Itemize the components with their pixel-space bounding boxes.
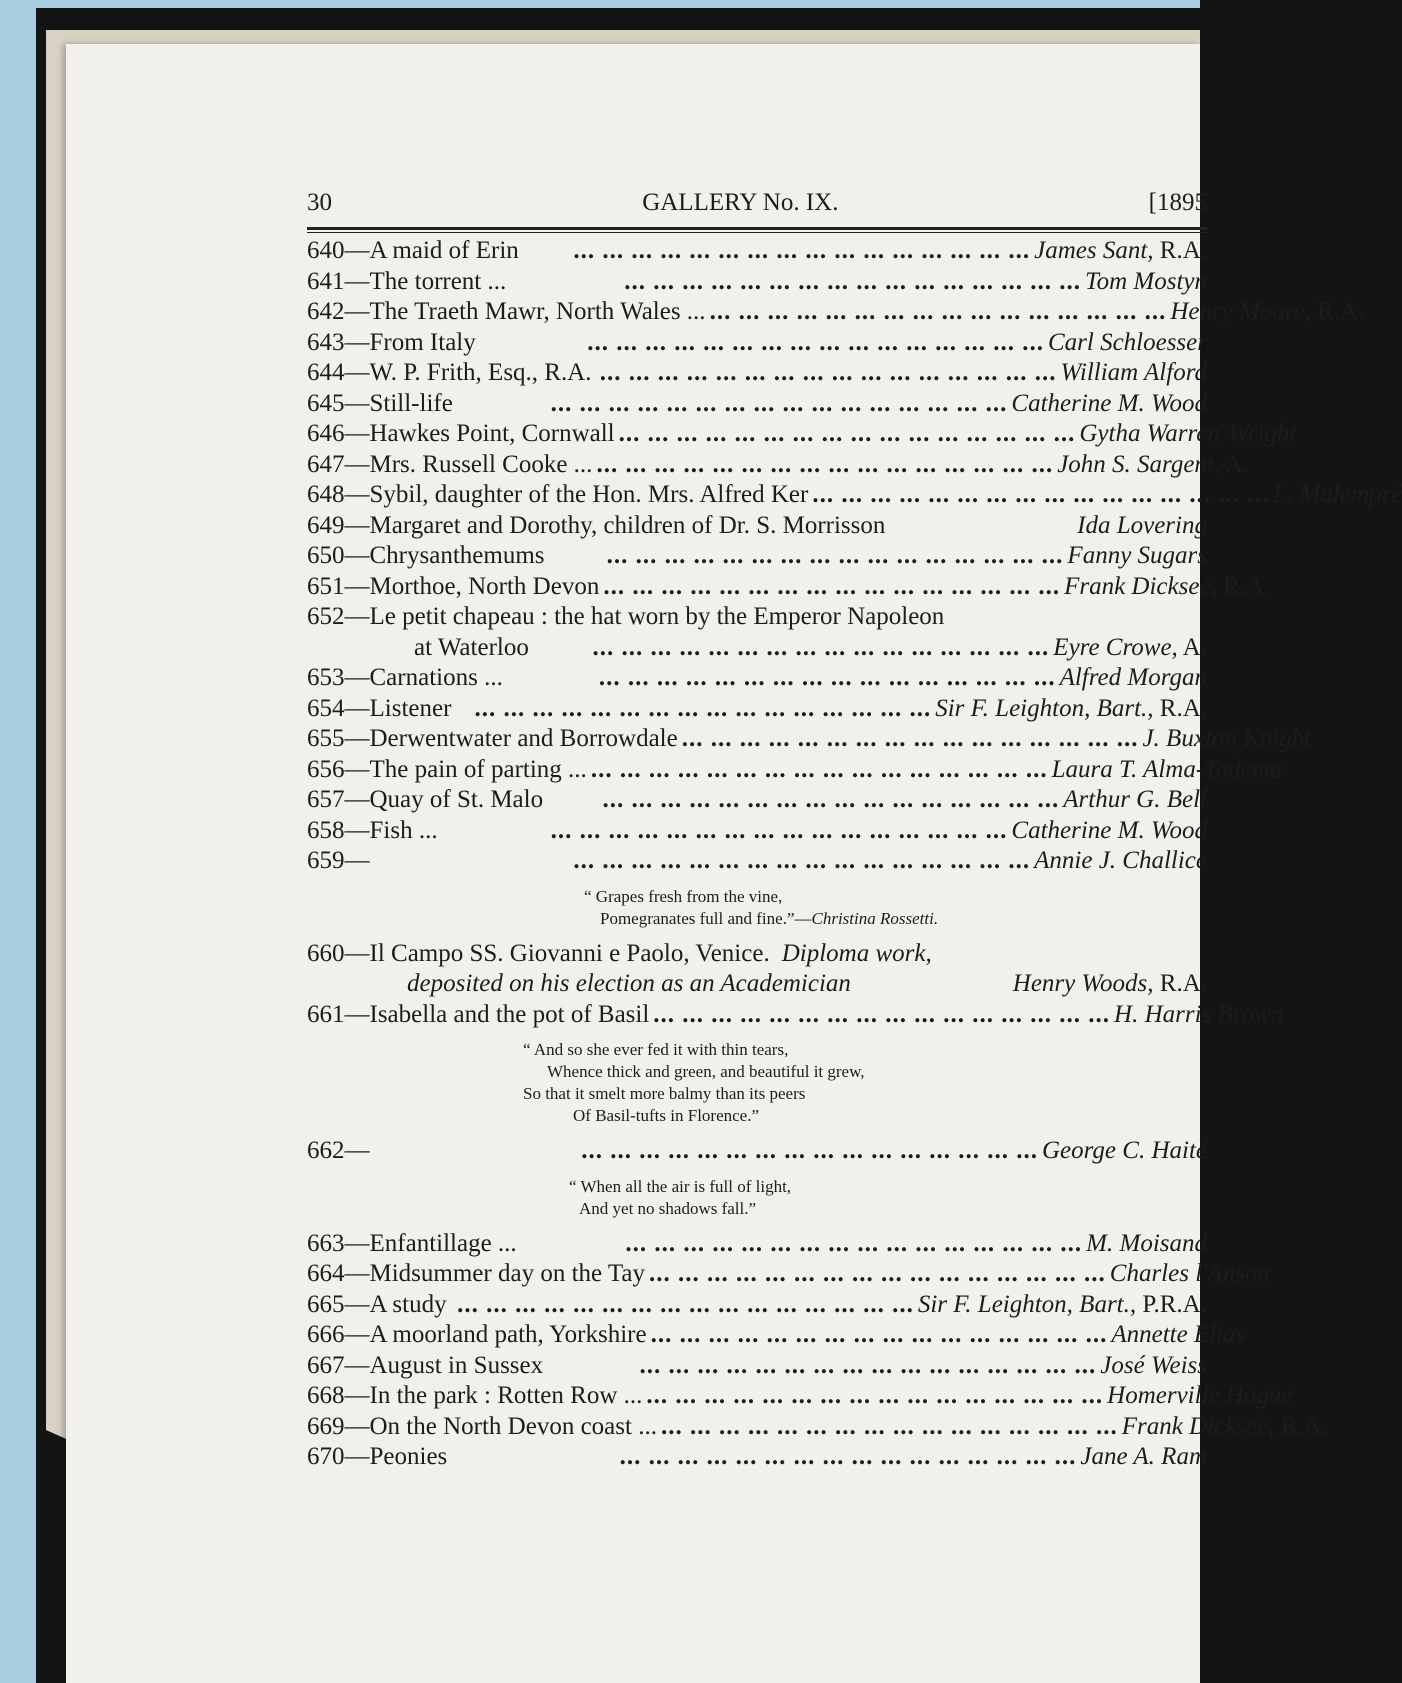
catalogue-entry: [307, 1291, 1207, 1322]
entry-title: 657—Quay of St. Malo: [307, 786, 544, 813]
catalogue-entry: [307, 298, 1365, 329]
entry-artist: [1052, 756, 1283, 784]
leader-dots: ... ... ... ... ... ... ... ... ... ... ... ... ... ... ... ...: [681, 725, 1139, 752]
artist-name: Homerville Hague: [1107, 1382, 1293, 1409]
leader-dots: ... ... ... ... ... ... ... ... ... ... ... ... ... ... ... ...: [606, 542, 1064, 569]
catalogue-entry: [307, 1382, 1293, 1413]
entry-title: 651—Morthoe, North Devon: [307, 572, 600, 600]
entry-title: 669—On the North Devon coast ...: [307, 1412, 657, 1440]
entry-title: 670—Peonies: [307, 1443, 448, 1470]
artist-suffix: R.A.: [1153, 237, 1207, 264]
running-header: [307, 189, 1207, 223]
artist-name: L. Malempré: [1273, 481, 1402, 508]
artist-suffix: A.: [1177, 633, 1207, 661]
artist-name: Catherine M. Wood: [1011, 389, 1207, 417]
entry-continuation: [307, 634, 1207, 665]
leader-dots: ... ... ... ... ... ... ... ... ... ... ... ... ... ... ... ...: [587, 328, 1044, 356]
entry-title: 642—The Traeth Mawr, North Wales ...: [307, 298, 706, 325]
entry-title: 640—A maid of Erin: [307, 237, 519, 264]
catalogue-entry: [307, 268, 1207, 299]
catalogue-entry: [307, 1412, 1328, 1444]
header-rule-thin: [307, 232, 1207, 233]
artist-suffix: A.: [1220, 450, 1250, 478]
entry-list-b: [307, 664, 1312, 878]
artist-name: Tom Mostyn: [1084, 267, 1207, 295]
catalogue-entry: [307, 542, 1207, 573]
catalogue-entry: [307, 786, 1207, 817]
catalogue-entry: [307, 359, 1207, 390]
entry-artist: [1077, 512, 1207, 540]
artist-name: Annette Elias: [1111, 1321, 1246, 1348]
artist-name: Laura T. Alma-Tadema: [1051, 755, 1283, 783]
entry-title: 656—The pain of parting ...: [307, 755, 587, 783]
catalogue-entry: [307, 695, 1207, 726]
catalogue-entry: [307, 1000, 1284, 1032]
artist-name: Arthur G. Bell: [1063, 786, 1207, 813]
catalogue-entry: [307, 512, 1207, 543]
catalogue-entry: [307, 1260, 1270, 1291]
entry-title: 665—A study: [307, 1290, 447, 1318]
entry-artist: [1086, 1230, 1207, 1258]
leader-dots: ... ... ... ... ... ... ... ... ... ... ... ... ... ... ... ...: [599, 359, 1057, 386]
quote-attribution: Christina Rossetti.: [811, 908, 939, 928]
entry-title: 644—W. P. Frith, Esq., R.A.: [307, 359, 592, 386]
entry-artist: [1042, 1137, 1207, 1165]
catalogue-entry: [307, 1137, 1207, 1168]
leader-dots: ... ... ... ... ... ... ... ... ... ... ... ... ... ... ... ...: [603, 572, 1061, 600]
entry-artist: [1013, 970, 1207, 998]
artist-name: M. Moisand: [1086, 1229, 1207, 1257]
leader-dots: ... ... ... ... ... ... ... ... ... ... ... ... ... ... ... ...: [590, 755, 1048, 783]
artist-name: John S. Sargent,: [1057, 450, 1221, 478]
year-label: [1895: [1148, 189, 1207, 216]
entry-title: 659—: [307, 847, 370, 874]
entry-artist: [1034, 237, 1207, 265]
catalogue-entry: [307, 450, 1250, 482]
leader-dots: ... ... ... ... ... ... ... ... ... ... ... ... ... ... ... ...: [812, 481, 1270, 508]
leader-dots: ... ... ... ... ... ... ... ... ... ... ... ... ... ... ... ...: [709, 298, 1167, 325]
quote-text: Pomegranates full and fine.”—: [600, 908, 812, 928]
catalogue-entry: [307, 603, 1207, 634]
entry-title: 653—Carnations ...: [307, 664, 503, 691]
quote-line: Of Basil-tufts in Florence.”: [573, 1106, 760, 1125]
artist-name: J. Buxton Knight: [1142, 725, 1312, 752]
artist-suffix: P.R.A.: [1136, 1290, 1207, 1318]
quote-line: “ Grapes fresh from the vine,: [584, 886, 783, 906]
catalogue-entry: [307, 329, 1207, 360]
entry-artist: [1053, 634, 1207, 662]
catalogue-entry: [307, 940, 1207, 971]
entry-title: 641—The torrent ...: [307, 267, 507, 295]
leader-dots: ... ... ... ... ... ... ... ... ... ... ... ... ... ... ... ...: [660, 1412, 1118, 1440]
leader-dots: ... ... ... ... ... ... ... ... ... ... ... ... ... ... ... ...: [646, 1382, 1104, 1409]
leader-dots: ... ... ... ... ... ... ... ... ... ... ... ... ... ... ... ...: [602, 786, 1060, 813]
entry-title: 658—Fish ...: [307, 816, 438, 844]
entry-continuation-text: deposited on his election as an Academician: [407, 970, 851, 997]
leader-dots: ... ... ... ... ... ... ... ... ... ... ... ... ... ... ... ...: [625, 1229, 1083, 1257]
quote-line: And yet no shadows fall.”: [579, 1198, 757, 1218]
entry-list-c: [307, 1229, 1328, 1474]
catalogue-entry: [307, 1443, 1207, 1474]
catalogue-page: [66, 44, 1402, 1683]
artist-suffix: R.A.: [1216, 572, 1271, 600]
artist-name: George C. Haité: [1041, 1137, 1207, 1164]
leader-dots: ... ... ... ... ... ... ... ... ... ... ... ... ... ... ... ...: [624, 267, 1081, 295]
entry-title: 664—Midsummer day on the Tay: [307, 1260, 646, 1287]
artist-name: Gytha Warren-Wright: [1079, 420, 1297, 447]
entry-title: 648—Sybil, daughter of the Hon. Mrs. Alfred Ker: [307, 481, 809, 508]
entry-artist: [1079, 420, 1296, 448]
entry-artist: [1060, 664, 1207, 692]
artist-name: Catherine M. Wood: [1011, 816, 1207, 844]
artist-name: Carl Schloesser: [1047, 328, 1207, 356]
page-content: [307, 189, 1402, 1474]
artist-name: Sir F. Leighton, Bart.,: [935, 694, 1154, 722]
catalogue-entry: [307, 1321, 1246, 1352]
entry-title: 667—August in Sussex: [307, 1351, 544, 1379]
catalogue-entry: [307, 755, 1283, 787]
entry-artist: [1057, 451, 1249, 479]
catalogue-entry: [307, 1352, 1207, 1383]
entry-artist: [1063, 786, 1207, 814]
artist-name: Ida Lovering: [1077, 511, 1207, 539]
entry-artist: [1048, 329, 1207, 357]
leader-dots: ... ... ... ... ... ... ... ... ... ... ... ... ... ... ... ...: [596, 450, 1054, 478]
leader-dots: ... ... ... ... ... ... ... ... ... ... ... ... ... ... ... ...: [639, 1351, 1097, 1379]
entry-title: 652—Le petit chapeau : the hat worn by the Emperor Napoleon: [307, 603, 945, 630]
leader-dots: ... ... ... ... ... ... ... ... ... ... ... ... ... ... ... ...: [550, 816, 1008, 844]
entry-artist: [1011, 390, 1207, 418]
artist-name: Fanny Sugars: [1067, 542, 1207, 569]
entry-title: 650—Chrysanthemums: [307, 542, 545, 569]
entry-artist: [1142, 725, 1311, 753]
header-rule-thick: [307, 227, 1207, 230]
artist-name: Sir F. Leighton, Bart.,: [917, 1290, 1137, 1318]
entry-note: Diploma work,: [781, 939, 932, 967]
leader-dots: ... ... ... ... ... ... ... ... ... ... ... ... ... ... ... ...: [457, 1290, 914, 1318]
entry-artist: [1034, 847, 1207, 875]
entry-title: 646—Hawkes Point, Cornwall: [307, 420, 615, 447]
entry-title: 643—From Italy: [307, 328, 476, 356]
catalogue-entry: [307, 817, 1207, 848]
entry-artist: [1110, 1260, 1270, 1288]
leader-dots: ... ... ... ... ... ... ... ... ... ... ... ... ... ... ... ...: [581, 1137, 1038, 1164]
leader-dots: ... ... ... ... ... ... ... ... ... ... ... ... ... ... ... ...: [573, 237, 1031, 264]
leader-dots: ... ... ... ... ... ... ... ... ... ... ... ... ... ... ... ...: [649, 1260, 1106, 1287]
artist-name: James Sant,: [1034, 237, 1154, 264]
page-title: GALLERY No. IX.: [642, 189, 839, 216]
leader-dots: ... ... ... ... ... ... ... ... ... ... ... ... ... ... ... ...: [650, 1321, 1108, 1348]
entry-artist: [918, 1291, 1207, 1319]
entry-title: 654—Listener: [307, 694, 452, 722]
leader-dots: ... ... ... ... ... ... ... ... ... ... ... ... ... ... ... ...: [474, 694, 932, 722]
artist-name: William Alford: [1060, 359, 1207, 386]
catalogue-entry: [307, 572, 1271, 604]
leader-dots: ... ... ... ... ... ... ... ... ... ... ... ... ... ... ... ...: [550, 389, 1008, 417]
catalogue-entry: [307, 1230, 1207, 1261]
catalogue-entry: [307, 725, 1312, 756]
catalogue-entry: [307, 481, 1402, 512]
entry-title: 666—A moorland path, Yorkshire: [307, 1321, 647, 1348]
entry-title: 661—Isabella and the pot of Basil: [307, 1000, 650, 1028]
entry-continuation-text: at Waterloo: [414, 633, 529, 661]
artist-name: José Weiss: [1100, 1351, 1207, 1379]
entry-660: [307, 939, 1284, 1032]
quote-661: [307, 1031, 1207, 1137]
artist-suffix: R.A.: [1311, 298, 1365, 325]
quote-line: So that it smelt more balmy than its peers: [523, 1084, 806, 1103]
entry-title: 662—: [307, 1137, 370, 1164]
entry-artist: [1170, 298, 1364, 326]
artist-suffix: R.A.: [1274, 1412, 1328, 1440]
artist-suffix: R.A.: [1153, 694, 1207, 722]
leader-dots: ... ... ... ... ... ... ... ... ... ... ... ... ... ... ... ...: [618, 420, 1076, 447]
artist-name: Jane A. Ram: [1080, 1443, 1207, 1470]
catalogue-entry: [307, 847, 1207, 878]
artist-name: Henry Moore,: [1170, 298, 1312, 325]
entry-title: 647—Mrs. Russell Cooke ...: [307, 450, 593, 478]
leader-dots: ... ... ... ... ... ... ... ... ... ... ... ... ... ... ... ...: [573, 847, 1031, 874]
entry-title: 645—Still-life: [307, 389, 453, 417]
artist-name: Henry Woods,: [1012, 970, 1154, 997]
entry-artist: [1064, 573, 1270, 601]
catalogue-entry: [307, 664, 1207, 695]
page-number: 30: [307, 189, 332, 216]
quote-line: “ And so she ever fed it with thin tears,: [523, 1040, 789, 1059]
artist-name: Alfred Morgan: [1059, 664, 1207, 691]
entry-652: [307, 603, 1207, 664]
entry-title: 649—Margaret and Dorothy, children of Dr. S. Morrisson: [307, 511, 886, 539]
artist-name: Charles l'Anson: [1109, 1260, 1270, 1287]
entry-list-a: [307, 237, 1402, 603]
entry-title: 668—In the park : Rotten Row ...: [307, 1382, 643, 1409]
entry-artist: [1273, 481, 1402, 509]
catalogue-entry: [307, 420, 1297, 451]
entry-artist: [1107, 1382, 1292, 1410]
leader-dots: ... ... ... ... ... ... ... ... ... ... ... ... ... ... ... ...: [619, 1443, 1077, 1470]
catalogue-entry: [307, 390, 1207, 421]
leader-dots: ... ... ... ... ... ... ... ... ... ... ... ... ... ... ... ...: [598, 664, 1056, 691]
entry-title: 663—Enfantillage ...: [307, 1229, 517, 1257]
entry-title: 655—Derwentwater and Borrowdale: [307, 725, 678, 752]
entry-artist: [1080, 1443, 1207, 1471]
quote-line: [584, 908, 1207, 930]
leader-dots: ... ... ... ... ... ... ... ... ... ... ... ... ... ... ... ...: [653, 1000, 1111, 1028]
quote-line: Whence thick and green, and beautiful it grew,: [547, 1062, 865, 1081]
entry-title: 660—Il Campo SS. Giovanni e Paolo, Venice.: [307, 939, 770, 967]
artist-name: Annie J. Challice: [1034, 847, 1207, 874]
quote-659: [307, 878, 1207, 940]
entry-artist: [1060, 359, 1207, 387]
entry-artist: [1085, 268, 1207, 296]
entry-artist: [1122, 1413, 1328, 1441]
entry-artist: [1114, 1001, 1283, 1029]
artist-name: H. Harris Brown: [1114, 1000, 1284, 1028]
entry-artist: [1111, 1321, 1245, 1349]
catalogue-entry: [307, 237, 1207, 268]
entry-continuation: [307, 970, 1207, 1001]
quote-662: [307, 1168, 1207, 1230]
artist-name: Frank Dicksee,: [1121, 1412, 1275, 1440]
entry-artist: [1011, 817, 1207, 845]
entry-artist: [1100, 1352, 1207, 1380]
entry-artist: [1067, 542, 1207, 570]
artist-suffix: R.A.: [1153, 970, 1207, 997]
entry-artist: [935, 695, 1207, 723]
quote-line: “ When all the air is full of light,: [569, 1176, 792, 1196]
artist-name: Frank Dicksee,: [1064, 572, 1217, 600]
artist-name: Eyre Crowe,: [1053, 633, 1178, 661]
leader-dots: ... ... ... ... ... ... ... ... ... ... ... ... ... ... ... ...: [592, 633, 1050, 661]
